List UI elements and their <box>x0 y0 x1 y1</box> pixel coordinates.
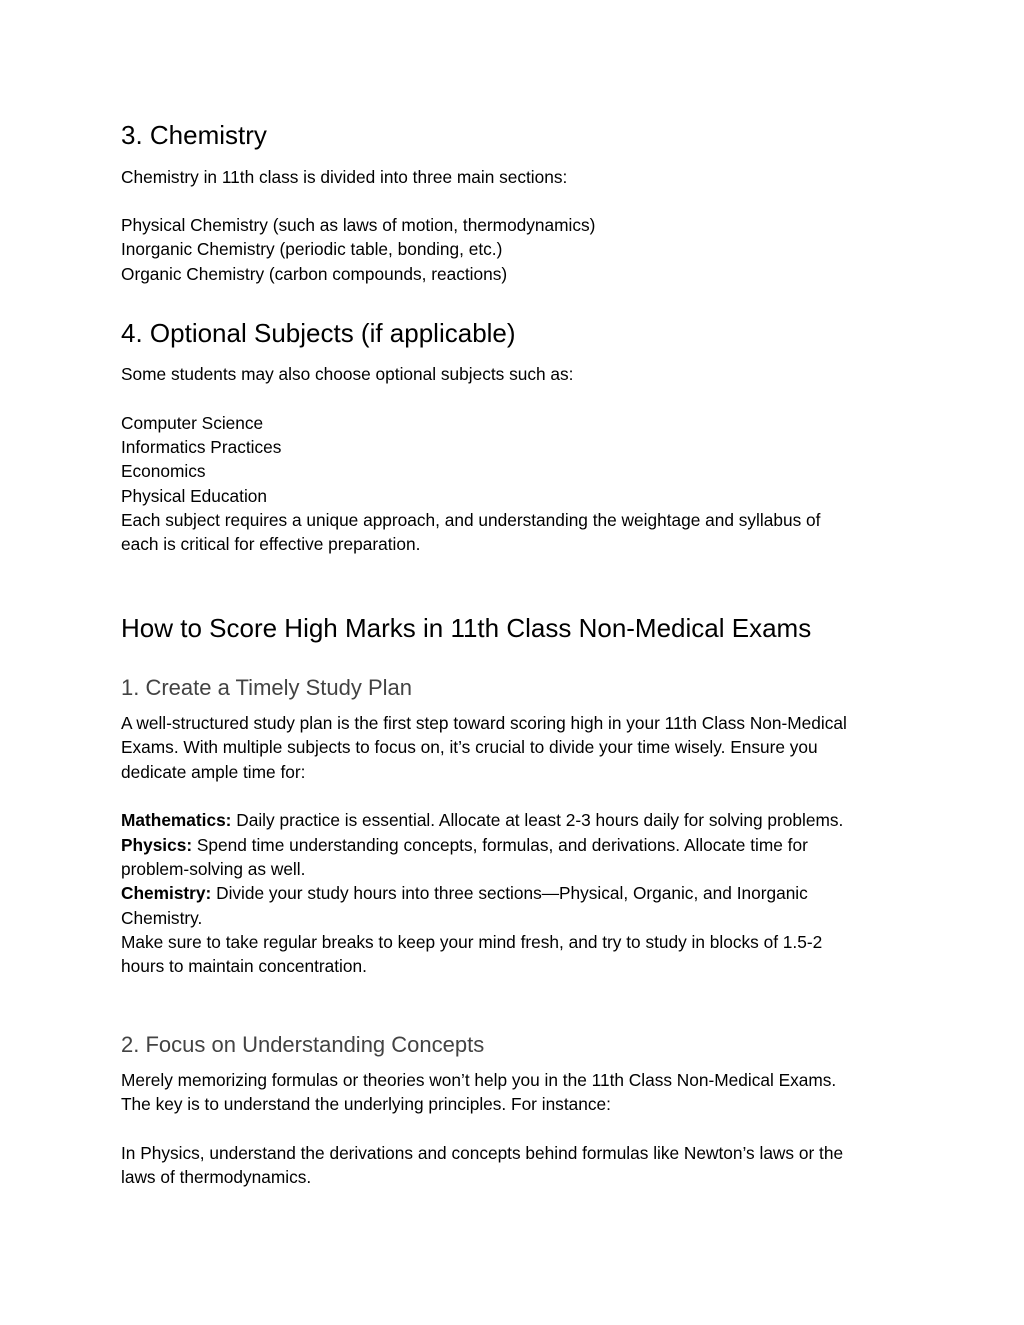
study-plan-intro-line-3: dedicate ample time for: <box>121 762 306 782</box>
study-plan-mathematics <box>121 808 843 832</box>
optional-item-physical-education: Physical Education <box>121 486 268 506</box>
study-plan-closing-line-2: hours to maintain concentration. <box>121 956 367 976</box>
optional-item-computer-science: Computer Science <box>121 413 264 433</box>
physics-text: Spend time understanding concepts, formulas, and derivations. Allocate time for <box>192 835 808 855</box>
study-plan-closing-line-1: Make sure to take regular breaks to keep your mind fresh, and try to study in blocks of 1.5-2 <box>121 932 823 952</box>
concepts-intro-line-2: The key is to understand the underlying principles. For instance: <box>121 1094 611 1114</box>
heading-chemistry: 3. Chemistry <box>121 120 267 150</box>
chemistry-item-inorganic: Inorganic Chemistry (periodic table, bonding, etc.) <box>121 239 503 259</box>
chemistry-item-organic: Organic Chemistry (carbon compounds, reactions) <box>121 264 508 284</box>
physics-label: Physics: <box>121 835 193 855</box>
study-plan-chemistry <box>121 881 808 905</box>
study-plan-intro-line-2: Exams. With multiple subjects to focus on, it’s crucial to divide your time wisely. Ensure you <box>121 737 818 757</box>
heading-optional-subjects: 4. Optional Subjects (if applicable) <box>121 318 516 348</box>
heading-study-plan: 1. Create a Timely Study Plan <box>121 675 413 700</box>
concepts-intro-line-1: Merely memorizing formulas or theories won’t help you in the 11th Class Non-Medical Exams. <box>121 1070 837 1090</box>
mathematics-text: Daily practice is essential. Allocate at least 2-3 hours daily for solving problems. <box>231 810 844 830</box>
concepts-example-line-2: laws of thermodynamics. <box>121 1167 312 1187</box>
optional-closing-line-2: each is critical for effective preparation. <box>121 534 421 554</box>
chemistry-label: Chemistry: <box>121 883 212 903</box>
heading-score-high-marks: How to Score High Marks in 11th Class Non-Medical Exams <box>121 613 812 643</box>
optional-intro: Some students may also choose optional subjects such as: <box>121 364 574 384</box>
chemistry-intro: Chemistry in 11th class is divided into three main sections: <box>121 167 568 187</box>
chemistry-item-physical: Physical Chemistry (such as laws of motion, thermodynamics) <box>121 215 596 235</box>
chemistry-text: Divide your study hours into three sections—Physical, Organic, and Inorganic <box>211 883 808 903</box>
mathematics-label: Mathematics: <box>121 810 232 830</box>
heading-understanding-concepts: 2. Focus on Understanding Concepts <box>121 1032 485 1057</box>
optional-item-economics: Economics <box>121 461 206 481</box>
study-plan-intro-line-1: A well-structured study plan is the first step toward scoring high in your 11th Class Non-Medical <box>121 713 847 733</box>
optional-closing-line-1: Each subject requires a unique approach, and understanding the weightage and syllabus of <box>121 510 821 530</box>
study-plan-physics <box>121 833 808 857</box>
optional-item-informatics-practices: Informatics Practices <box>121 437 282 457</box>
study-plan-physics-continued: problem-solving as well. <box>121 859 306 879</box>
concepts-example-line-1: In Physics, understand the derivations and concepts behind formulas like Newton’s laws or the <box>121 1143 844 1163</box>
study-plan-chemistry-continued: Chemistry. <box>121 908 203 928</box>
